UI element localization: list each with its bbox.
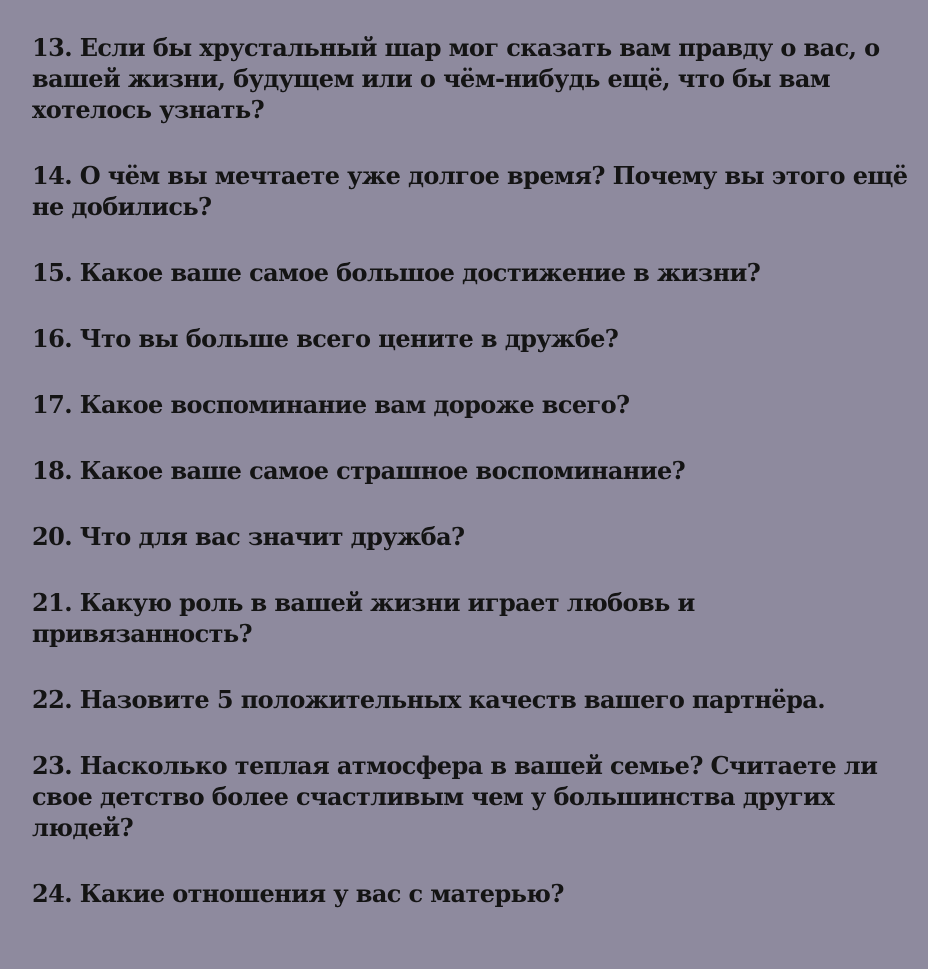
question-line: 13. Если бы хрустальный шар мог сказать вам правду о вас, о	[32, 33, 880, 62]
question-line: 14. О чём вы мечтаете уже долгое время? Почему вы этого ещё	[32, 161, 908, 190]
question-23	[32, 750, 904, 843]
question-16	[32, 323, 904, 354]
question-21	[32, 587, 904, 649]
question-line: 15. Какое ваше самое большое достижение в жизни?	[32, 258, 761, 287]
question-line: 16. Что вы больше всего цените в дружбе?	[32, 324, 619, 353]
question-line: свое детство более счастливым чем у большинства других	[32, 782, 835, 811]
question-line: 20. Что для вас значит дружба?	[32, 522, 465, 551]
question-18	[32, 455, 904, 486]
question-line: 24. Какие отношения у вас с матерью?	[32, 879, 564, 908]
question-14	[32, 160, 908, 222]
question-20	[32, 521, 904, 552]
question-line: 21. Какую роль в вашей жизни играет любовь и	[32, 588, 695, 617]
question-line: не добились?	[32, 192, 212, 221]
question-line: вашей жизни, будущем или о чём-нибудь ещё, что бы вам	[32, 64, 831, 93]
question-24	[32, 878, 904, 909]
question-22	[32, 684, 904, 715]
question-13	[32, 32, 904, 125]
question-15	[32, 257, 904, 288]
question-line: 23. Насколько теплая атмосфера в вашей семье? Считаете ли	[32, 751, 878, 780]
question-line: 17. Какое воспоминание вам дороже всего?	[32, 390, 630, 419]
question-17	[32, 389, 904, 420]
question-line: людей?	[32, 813, 134, 842]
question-line: 18. Какое ваше самое страшное воспоминание?	[32, 456, 686, 485]
question-line: привязанность?	[32, 619, 252, 648]
question-line: 22. Назовите 5 положительных качеств вашего партнёра.	[32, 685, 825, 714]
question-line: хотелось узнать?	[32, 95, 265, 124]
